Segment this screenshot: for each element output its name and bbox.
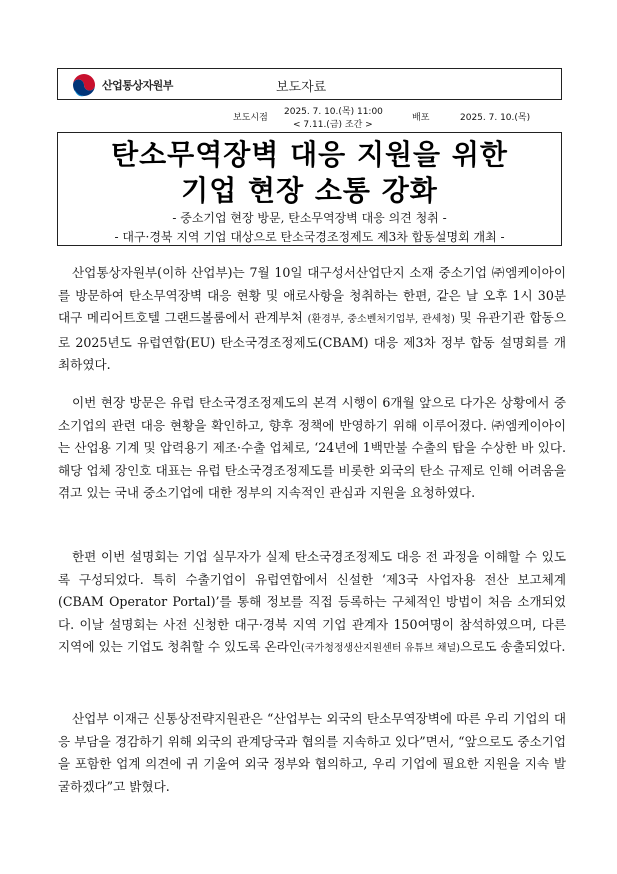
body-paragraph-1 bbox=[58, 262, 566, 377]
release-value: 2025. 7. 10.(목) bbox=[460, 113, 531, 123]
embargo-label: 보도시점 bbox=[233, 113, 268, 123]
release-label: 배포 bbox=[412, 113, 430, 123]
body-paragraph-2 bbox=[58, 392, 566, 505]
subtitle-1: - 중소기업 현장 방문, 탄소무역장벽 대응 의견 청취 - bbox=[172, 211, 447, 225]
paragraph-3-text-b: 으로도 송출되었다. bbox=[460, 639, 566, 654]
paragraph-1-text-a: 산업통상자원부(이하 산업부)는 7월 10일 대구성서산업단지 소재 중소기업 ㈜엠케이아이를 방문하여 탄소무역장벽 대응 현황 및 애로사항을 청취하는 한편, 같은 날 오후 1시 30분 대구 메리어트호텔 그랜드볼룸에서 관계부처 bbox=[58, 265, 566, 325]
paragraph-3-channel: (국가청정생산지원센터 유튜브 채널) bbox=[301, 643, 461, 654]
government-emblem-icon bbox=[72, 73, 96, 97]
embargo-value: 2025. 7. 10.(목) 11:00 bbox=[284, 107, 383, 117]
subtitle-2: - 대구·경북 지역 기업 대상으로 탄소국경조정제도 제3차 합동설명회 개최 - bbox=[114, 230, 505, 244]
document-type: 보도자료 bbox=[276, 80, 327, 95]
header-box bbox=[57, 68, 562, 100]
paragraph-2-text: 이번 현장 방문은 유럽 탄소국경조정제도의 본격 시행이 6개월 앞으로 다가온 상황에서 중소기업의 관련 대응 현황을 확인하고, 향후 정책에 반영하기 위해 이루어졌다. ㈜엠케이아이는 산업용 기계 및 압력용기 제조·수출 업체로, ‘24년에 1백만불 수출의 탑을 수상한 바 있다. 해당 업체 장인호 대표는 유럽 탄소국경조정제도를 비롯한 외국의 탄소 규제로 인해 어려움을 겪고 있는 국내 중소기업에 대한 정부의 지속적인 관심과 지원을 요청하였다. bbox=[58, 395, 566, 500]
title-box bbox=[57, 132, 562, 246]
ministry-name: 산업통상자원부 bbox=[102, 79, 173, 92]
body-paragraph-4 bbox=[58, 708, 566, 798]
paragraph-1-text-b: 및 유관기관 합동으로 2025년도 유럽연합(EU) 탄소국경조정제도(CBAM) 대응 제3차 정부 합동 설명회를 개최하였다. bbox=[58, 310, 566, 372]
headline-line-1: 탄소무역장벽 대응 지원을 위한 bbox=[111, 138, 508, 171]
paragraph-3-text-a: 한편 이번 설명회는 기업 실무자가 실제 탄소국경조정제도 대응 전 과정을 이해할 수 있도록 구성되었다. 특히 수출기업이 유럽연합에서 신설한 ‘제3국 사업자용 전산 보고체계(CBAM Operator Portal)’를 통해 정보를 직접 등록하는 구체적인 방법이 처음 소개되었다. 이날 설명회는 사전 신청한 대구·경북 지역 기업 관계자 150여명이 참석하였으며, 다른 지역에 있는 기업도 청취할 수 있도록 온라인 bbox=[58, 549, 566, 654]
body-paragraph-3 bbox=[58, 546, 566, 661]
paragraph-1-agencies: (환경부, 중소벤처기업부, 관세청) bbox=[307, 314, 455, 325]
headline-line-2: 기업 현장 소통 강화 bbox=[181, 174, 438, 207]
paragraph-4-text: 산업부 이재근 신통상전략지원관은 “산업부는 외국의 탄소무역장벽에 따른 우리 기업의 대응 부담을 경감하기 위해 외국의 관계당국과 협의를 지속하고 있다”면서, “앞으로도 중소기업을 포함한 업계 의견에 귀 기울여 외국 정부와 협의하고, 우리 기업에 필요한 지원을 지속 발굴하겠다”고 밝혔다. bbox=[58, 711, 566, 794]
embargo-note: < 7.11.(금) 조간 > bbox=[293, 120, 373, 130]
